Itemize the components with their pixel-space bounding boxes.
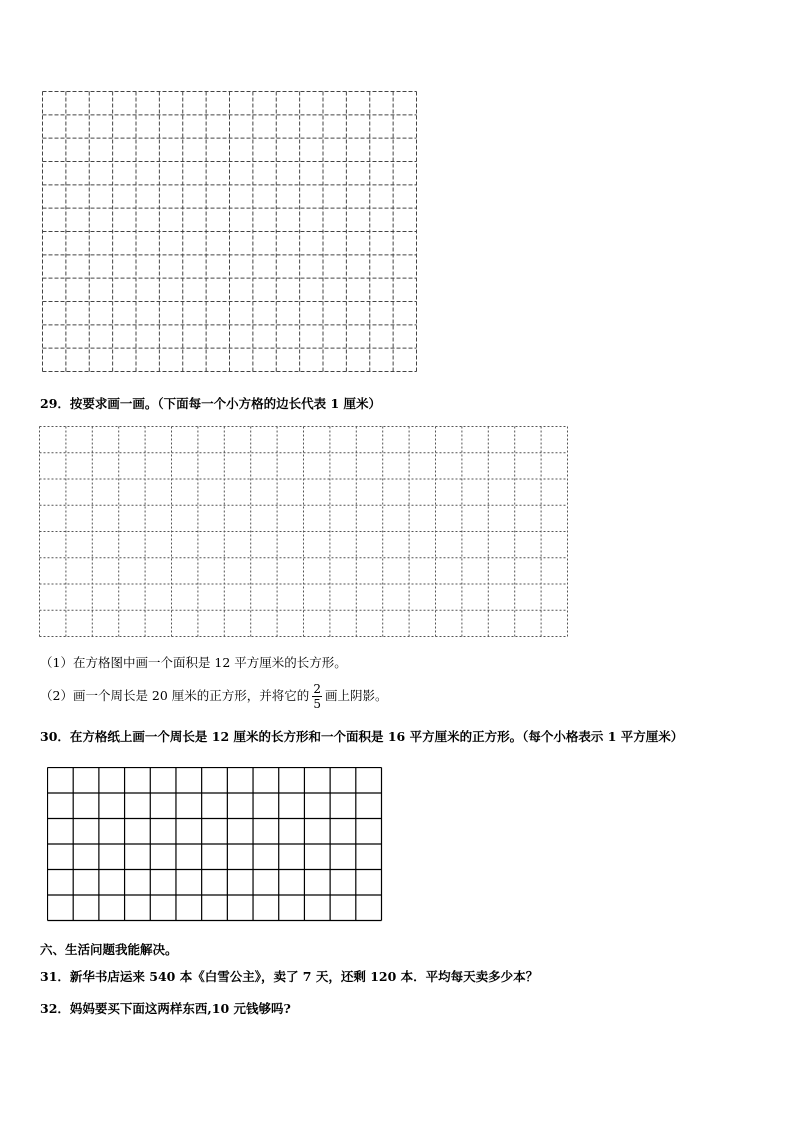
q29-sub2-text-after: 画上阴影。 (324, 688, 388, 703)
q30-title: 30．在方格纸上画一个周长是 12 厘米的长方形和一个面积是 16 平方厘米的正方形。（每个小格表示 1 平方厘米） (40, 729, 684, 744)
q29-sub2-text-before: （2）画一个周长是 20 厘米的正方形，并将它的 (40, 688, 310, 703)
solid-grid-q30 (47, 767, 383, 922)
section6-title: 六、生活问题我能解决。 (40, 942, 178, 957)
q32-title: 32．妈妈要买下面这两样东西,10 元钱够吗? (40, 1001, 291, 1016)
q29-sub1: （1）在方格图中画一个面积是 12 平方厘米的长方形。 (40, 655, 347, 670)
dashed-grid-top (42, 91, 418, 373)
q29-title: 29．按要求画一画。（下面每一个小方格的边长代表 1 厘米） (40, 396, 382, 411)
fraction-denominator: 5 (313, 697, 321, 711)
q29-sub2 (40, 683, 387, 710)
fraction-two-fifths (312, 683, 322, 710)
dotted-grid-q29 (39, 426, 569, 638)
fraction-numerator: 2 (313, 682, 321, 696)
q31-title: 31．新华书店运来 540 本《白雪公主》，卖了 7 天，还剩 120 本．平均每天卖多少本？ (40, 969, 539, 984)
